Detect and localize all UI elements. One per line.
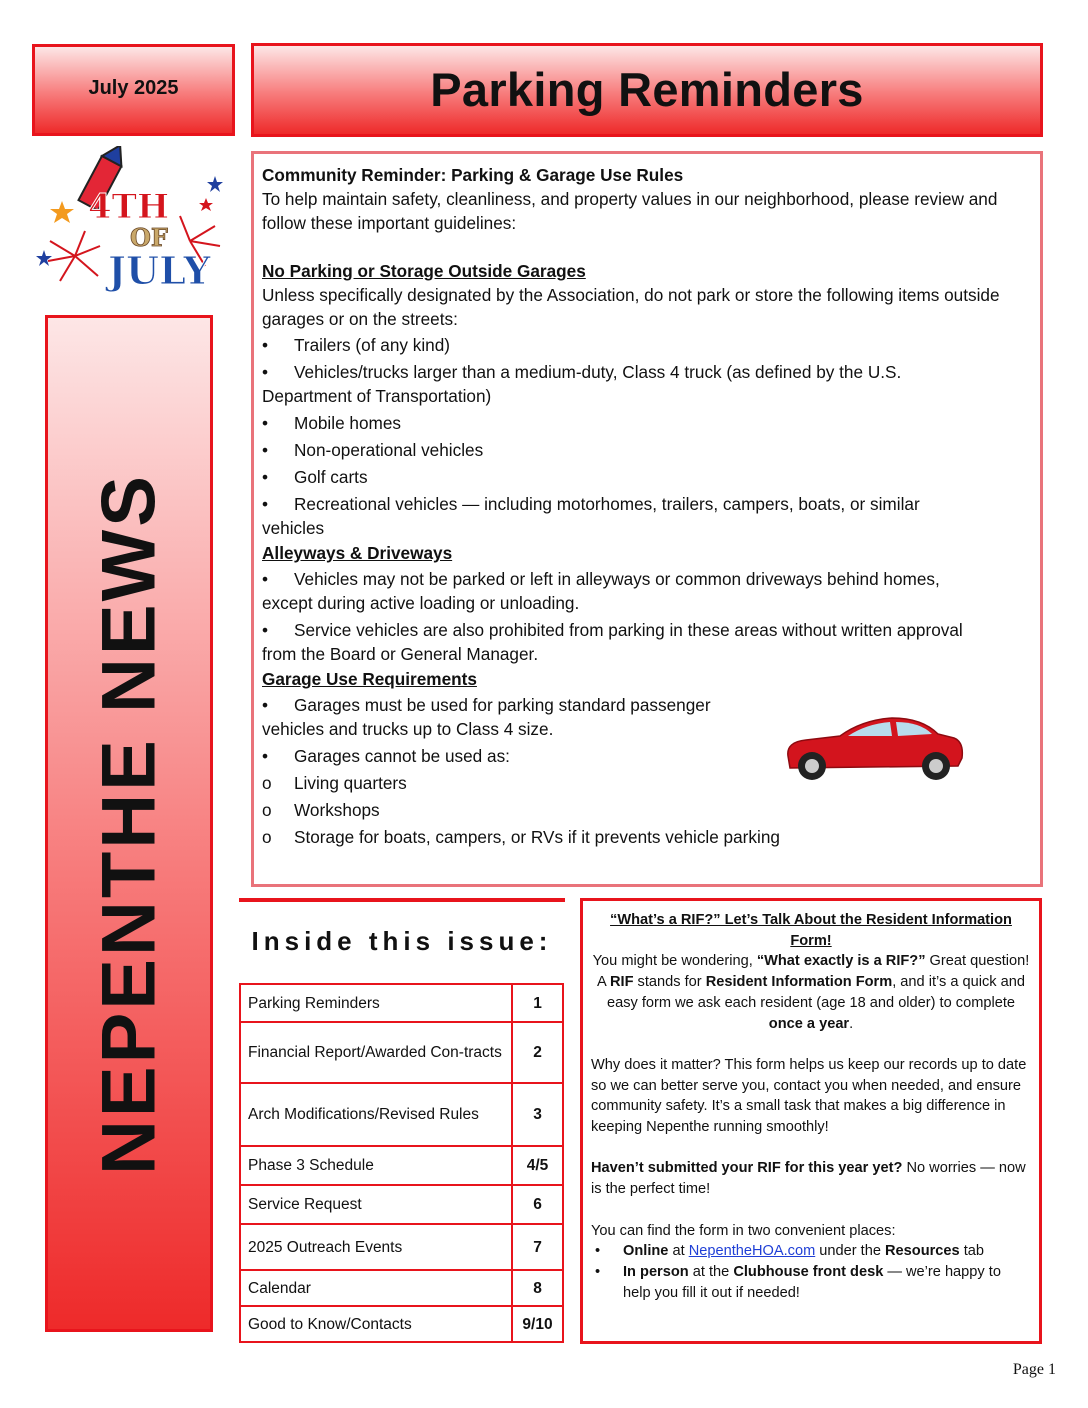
contents-page: 6 xyxy=(512,1185,563,1224)
list-item: • In person at the Clubhouse front desk — we’re happy to help you fill it out if needed! xyxy=(595,1263,1001,1301)
table-row xyxy=(240,1306,563,1342)
star-icon xyxy=(199,198,213,211)
article-heading: Community Reminder: Parking & Garage Use Rules xyxy=(262,165,684,185)
sub-list-item: o Workshops xyxy=(262,799,380,820)
page-title: Parking Reminders xyxy=(430,63,864,116)
list-item: • Online at NepentheHOA.com under the Resources tab xyxy=(595,1243,984,1260)
list-item: • Mobile homes xyxy=(262,412,401,433)
list-item: • Service vehicles are also prohibited from parking in these areas without written approval from the Board or General Manager. xyxy=(262,619,963,664)
article-intro: To help maintain safety, cleanliness, and property values in our neighborhood, please review and follow these important guidelines: xyxy=(262,189,998,233)
fourth-of-july-logo xyxy=(30,146,230,301)
rif-paragraph-1: You might be wondering, “What exactly is a RIF?” Great question! A RIF stands for Resident Information Form, and it’s a quick and easy form we ask each resident (age 18 and older) to complete once a year. xyxy=(592,953,1030,1032)
contents-label: Service Request xyxy=(240,1185,512,1224)
rif-paragraph-3: Haven’t submitted your RIF for this year yet? No worries — now is the perfect time! xyxy=(591,1160,1026,1198)
table-row xyxy=(240,1146,563,1185)
newsletter-name-banner xyxy=(45,315,213,1332)
issue-date-box xyxy=(32,44,235,136)
list-item: • Garages must be used for parking standard passenger vehicles and trucks up to Class 4 size. xyxy=(262,694,711,739)
contents-page: 4/5 xyxy=(512,1146,563,1185)
logo-text-july: JULY xyxy=(108,248,211,293)
firework-burst-left xyxy=(48,231,100,281)
contents-label: Parking Reminders xyxy=(240,984,512,1022)
rif-paragraph-4: You can find the form in two convenient places: xyxy=(591,1222,896,1239)
table-row xyxy=(240,984,563,1022)
contents-page: 2 xyxy=(512,1022,563,1083)
star-icon xyxy=(50,201,74,223)
list-item: • Non-operational vehicles xyxy=(262,439,484,460)
table-row xyxy=(240,1185,563,1224)
section-heading-no-parking: No Parking or Storage Outside Garages xyxy=(262,261,586,281)
sub-list-item: o Living quarters xyxy=(262,772,407,793)
section-heading-alleyways: Alleyways & Driveways xyxy=(262,543,453,563)
page-number: Page 1 xyxy=(1012,1361,1056,1378)
rif-article xyxy=(580,898,1042,1344)
list-item: • Trailers (of any kind) xyxy=(262,334,451,355)
contents-page: 9/10 xyxy=(512,1306,563,1342)
logo-text-of: OF xyxy=(130,223,168,252)
list-item: • Garages cannot be used as: xyxy=(262,745,510,766)
contents-page: 7 xyxy=(512,1224,563,1270)
newsletter-name: NEPENTHE NEWS xyxy=(86,472,172,1175)
contents-page: 8 xyxy=(512,1270,563,1306)
contents-table xyxy=(239,983,564,1343)
contents-label: Good to Know/Contacts xyxy=(240,1306,512,1342)
section-heading-garage-use: Garage Use Requirements xyxy=(262,669,477,689)
contents-label: Arch Modifications/Revised Rules xyxy=(240,1083,512,1146)
table-row xyxy=(240,1224,563,1270)
nepenthe-hoa-link[interactable]: NepentheHOA.com xyxy=(688,1243,816,1260)
contents-label: 2025 Outreach Events xyxy=(240,1224,512,1270)
list-item: • Vehicles may not be parked or left in alleyways or common driveways behind homes, except during active loading or unloading. xyxy=(262,568,940,613)
contents-page: 3 xyxy=(512,1083,563,1146)
star-icon xyxy=(36,250,52,266)
list-item: • Vehicles/trucks larger than a medium-duty, Class 4 truck (as defined by the U.S. Department of Transportation) xyxy=(262,361,902,406)
sub-list-item: o Storage for boats, campers, or RVs if it prevents vehicle parking xyxy=(262,826,780,847)
star-icon xyxy=(207,176,223,192)
list-item: • Recreational vehicles — including motorhomes, trailers, campers, boats, or similar vehicles xyxy=(262,493,920,538)
contents-title: Inside this issue: xyxy=(251,926,553,956)
section-text-no-parking: Unless specifically designated by the Association, do not park or store the following items outside garages or on the streets: xyxy=(262,285,1000,329)
table-row xyxy=(240,1022,563,1083)
contents-label: Phase 3 Schedule xyxy=(240,1146,512,1185)
issue-date: July 2025 xyxy=(88,77,179,99)
contents-label: Calendar xyxy=(240,1270,512,1306)
list-item: • Golf carts xyxy=(262,466,368,487)
red-car-icon xyxy=(782,712,966,784)
table-row xyxy=(240,1270,563,1306)
page-title-box xyxy=(251,43,1043,137)
rif-paragraph-2: Why does it matter? This form helps us keep our records up to date so we can better serve you, contact you when needed, and ensure community safety. It’s a small task that makes a big difference in keeping Nepenthe running smoothly! xyxy=(591,1056,1027,1136)
rif-heading: “What’s a RIF?” Let’s Talk About the Resident Information Form! xyxy=(610,912,1012,949)
table-row xyxy=(240,1083,563,1146)
logo-text-4th: 4TH xyxy=(88,187,170,227)
contents-label: Financial Report/Awarded Con-tracts xyxy=(240,1022,512,1083)
contents-page: 1 xyxy=(512,984,563,1022)
contents-rule xyxy=(239,898,565,902)
